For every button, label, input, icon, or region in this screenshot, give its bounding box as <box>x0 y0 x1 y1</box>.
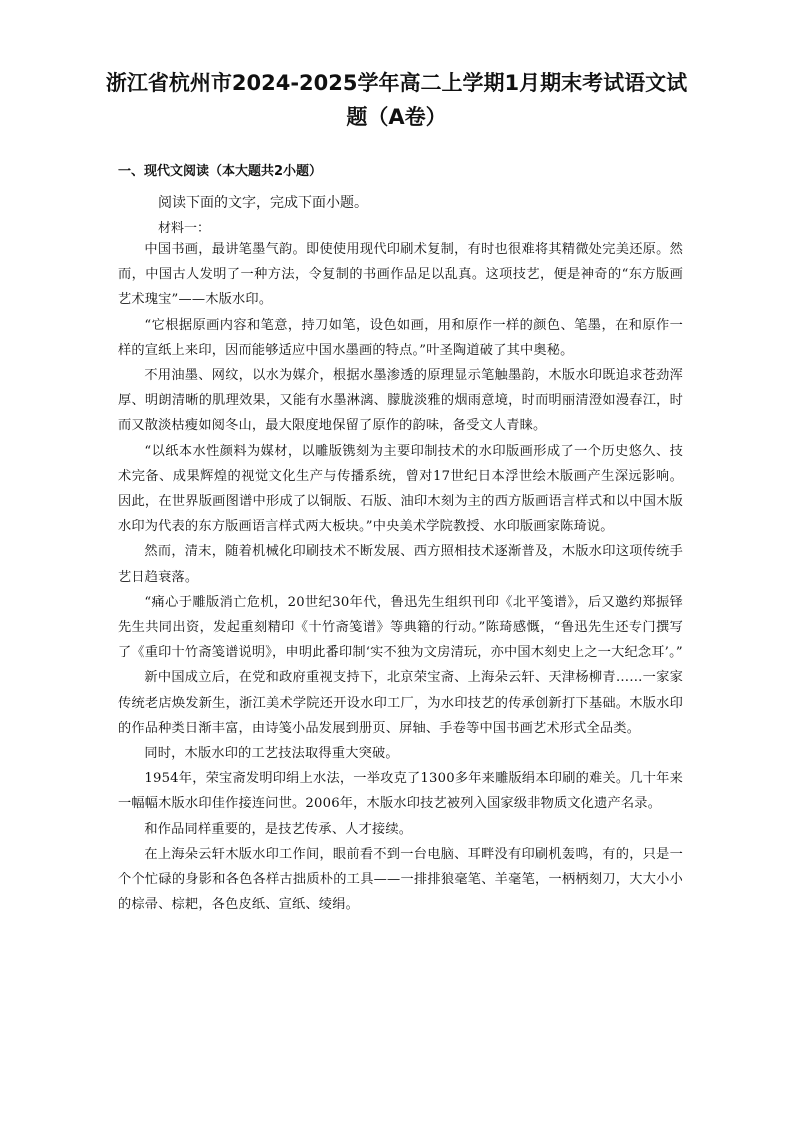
paragraph: “以纸本水性颜料为媒材，以雕版镌刻为主要印制技术的水印版画形成了一个历史悠久、技术完备、成果辉煌的视觉文化生产与传播系统，曾对17世纪日本浮世绘木版画产生深远影响。因此，在世界版画图谱中形成了以铜版、石版、油印木刻为主的西方版画语言样式和以中国木版水印为代表的东方版画语言样式两大板块。”中央美术学院教授、水印版画家陈琦说。 <box>118 443 683 535</box>
paragraph: 然而，清末，随着机械化印刷技术不断发展、西方照相技术逐渐普及，木版水印这项传统手艺日趋衰落。 <box>118 544 683 585</box>
passage-body <box>118 237 683 917</box>
material-label: 材料一： <box>158 221 211 236</box>
paragraph: 和作品同样重要的，是技艺传承、人才接续。 <box>144 821 413 837</box>
instruction-text: 阅读下面的文字，完成下面小题。 <box>158 195 368 211</box>
paragraph: “它根据原画内容和笔意，持刀如笔，设色如画，用和原作一样的颜色、笔墨，在和原作一样的宣纸上来印，因而能够适应中国水墨画的特点。”叶圣陶道破了其中奥秘。 <box>118 317 683 358</box>
paragraph: “痛心于雕版消亡危机，20世纪30年代，鲁迅先生组织刊印《北平笺谱》，后又邀约郑振铎先生共同出资，发起重刻精印《十竹斋笺谱》等典籍的行动。”陈琦感慨，“鲁迅先生还专门撰写了《重印十竹斋笺谱说明》，申明此番印制‘实不独为文房清玩，亦中国木刻史上之一大纪念耳’。” <box>118 594 683 661</box>
paragraph: 在上海朵云轩木版水印工作间，眼前看不到一台电脑、耳畔没有印刷机轰鸣，有的，只是一个个忙碌的身影和各色各样古拙质朴的工具——一排排狼毫笔、羊毫笔，一柄柄刻刀，大大小小的棕帚、棕耙，各色皮纸、宣纸、绫绢。 <box>118 846 683 913</box>
section-heading: 一、现代文阅读（本大题共2小题） <box>118 164 323 179</box>
paragraph: 同时，木版水印的工艺技法取得重大突破。 <box>144 746 399 762</box>
paragraph: 新中国成立后，在党和政府重视支持下，北京荣宝斋、上海朵云轩、天津杨柳青……一家家传统老店焕发新生，浙江美术学院还开设水印工厂，为水印技艺的传承创新打下基础。木版水印的作品种类日渐丰富，由诗笺小品发展到册页、屏轴、手卷等中国书画艺术形式全品类。 <box>118 670 683 736</box>
paragraph: 1954年，荣宝斋发明印绢上水法，一举攻克了1300多年来雕版绢本印刷的难关。几十年来一幅幅木版水印佳作接连问世。2006年，木版水印技艺被列入国家级非物质文化遗产名录。 <box>118 771 683 812</box>
document-title: 浙江省杭州市2024-2025学年高二上学期1月期末考试语文试题（A卷） <box>105 71 688 129</box>
paragraph: 中国书画，最讲笔墨气韵。即使使用现代印刷术复制，有时也很难将其精微处完美还原。然而，中国古人发明了一种方法，令复制的书画作品足以乱真。这项技艺，便是神奇的“东方版画艺术瑰宝”——木版水印。 <box>118 242 683 308</box>
paragraph: 不用油墨、网纹，以水为媒介，根据水墨渗透的原理显示笔触墨韵，木版水印既追求苍劲浑厚、明朗清晰的肌理效果，又能有水墨淋漓、朦胧淡雅的烟雨意境，时而明丽清澄如漫春江，时而又散淡枯瘦如阅冬山，最大限度地保留了原作的韵味，备受文人青睐。 <box>118 368 683 434</box>
